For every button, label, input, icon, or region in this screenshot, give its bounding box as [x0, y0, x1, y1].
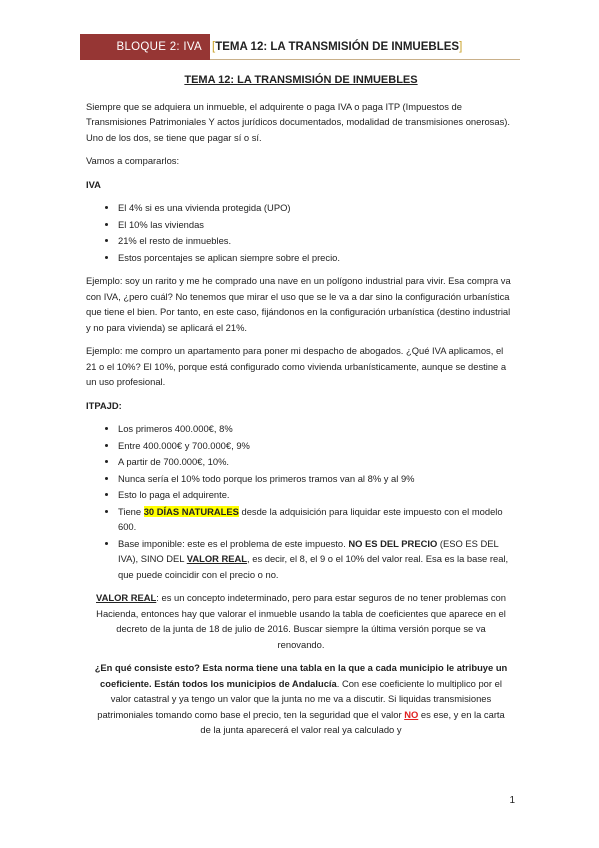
iva-list — [86, 200, 516, 265]
topic-label — [210, 34, 520, 60]
list-item: • El 4% si es una vivienda protegida (UPO) — [118, 200, 516, 216]
base-post: , es decir, el 8, el 9 o el 10% del valor real. Esa es la base real, que puede coincidir con el precio o no. — [118, 553, 509, 580]
open-bracket: [ — [212, 40, 216, 53]
norma-text-1: . Con ese coeficiente lo multiplico por el valor catastral y ya tengo un valor que la junta no me va a discutir. Si liquidas transmisiones patrimoniales tomando como base el precio, ten la seguridad que el valor — [97, 677, 502, 720]
compare-paragraph: Vamos a compararlos: — [86, 155, 180, 166]
base-bold: NO ES DEL PRECIO — [348, 537, 438, 549]
list-item: • Los primeros 400.000€, 8% — [118, 421, 516, 437]
list-item-base — [118, 536, 516, 583]
itp-list — [86, 421, 516, 582]
list-item: • Nunca sería el 10% todo porque los primeros tramos van al 8% y al 9% — [118, 471, 516, 487]
list-item: • Esto lo paga el adquirente. — [118, 487, 516, 503]
norma-red: NO — [404, 708, 419, 720]
valor-real-text: : es un concepto indeterminado, pero para estar seguros de no tener problemas con Hacienda, entonces hay que valorar el inmueble usando la tabla de coeficientes que aparece en el decreto de la junta de 18 de julio de 2016. Buscar siempre la última versión porque se va renovando. — [96, 592, 506, 650]
document-body — [86, 70, 516, 746]
iva-heading: IVA — [86, 178, 101, 190]
example-paragraph-2: Ejemplo: me compro un apartamento para poner mi despacho de abogados. ¿Qué IVA aplicamos, el 21 o el 10%? El 10%, porque está configurado como vivienda urbanísticamente, aunque se destine a un uso profesional. — [86, 345, 507, 387]
list-item-days — [118, 504, 516, 535]
block-label: BLOQUE 2: IVA — [80, 34, 210, 60]
close-bracket: ] — [459, 40, 463, 53]
list-item: • Entre 400.000€ y 700.000€, 9% — [118, 438, 516, 454]
days-highlight: 30 DÍAS NATURALES — [143, 505, 239, 517]
norma-text-2: es ese, y en la carta de la junta aparecerá el valor real ya calculado y — [200, 708, 505, 735]
page-header — [80, 34, 520, 60]
page-number: 1 — [509, 795, 515, 806]
list-item: • 21% el resto de inmuebles. — [118, 233, 516, 249]
itp-heading: ITPAJD: — [86, 399, 122, 411]
example-paragraph-1: Ejemplo: soy un rarito y me he comprado una nave en un polígono industrial para vivir. Esa compra va con IVA, ¿pero cuál? No tenemos que mirar el uso que se le va a dar sino la configuración urbanística que tiene el bien. Por tanto, en este caso, fijándonos en la configuración urbanística (destino industrial y no para vivienda) se aplicará el 21%. — [86, 275, 511, 333]
days-post: desde la adquisición para liquidar este impuesto con el modelo 600. — [118, 505, 503, 532]
topic-text: TEMA 12: LA TRANSMISIÓN DE INMUEBLES — [215, 40, 460, 53]
valor-real-term: VALOR REAL — [96, 592, 157, 603]
list-item: • A partir de 700.000€, 10%. — [118, 454, 516, 470]
norma-bold: ¿En qué consiste esto? Esta norma tiene una tabla en la que a cada municipio le atribuye un coeficiente. Están todos los municipios de Andalucía — [94, 662, 508, 689]
days-pre: Tiene — [118, 505, 144, 517]
norma-paragraph — [86, 660, 516, 738]
valor-real-paragraph — [86, 590, 516, 652]
base-mid: (ESO ES DEL IVA), SINO DEL — [118, 537, 499, 564]
list-item: • Estos porcentajes se aplican siempre sobre el precio. — [118, 250, 516, 266]
document-title: TEMA 12: LA TRANSMISIÓN DE INMUEBLES — [184, 74, 418, 86]
intro-paragraph: Siempre que se adquiera un inmueble, el adquirente o paga IVA o paga ITP (Impuestos de Transmisiones Patrimoniales Y actos jurídicos documentados, modalidad de transmisiones onerosas). Uno de los dos, se tiene que pagar sí o sí. — [86, 100, 510, 143]
list-item: • El 10% las viviendas — [118, 217, 516, 233]
base-pre: Base imponible: este es el problema de este impuesto. — [118, 537, 349, 549]
base-underlined: VALOR REAL — [186, 553, 248, 564]
